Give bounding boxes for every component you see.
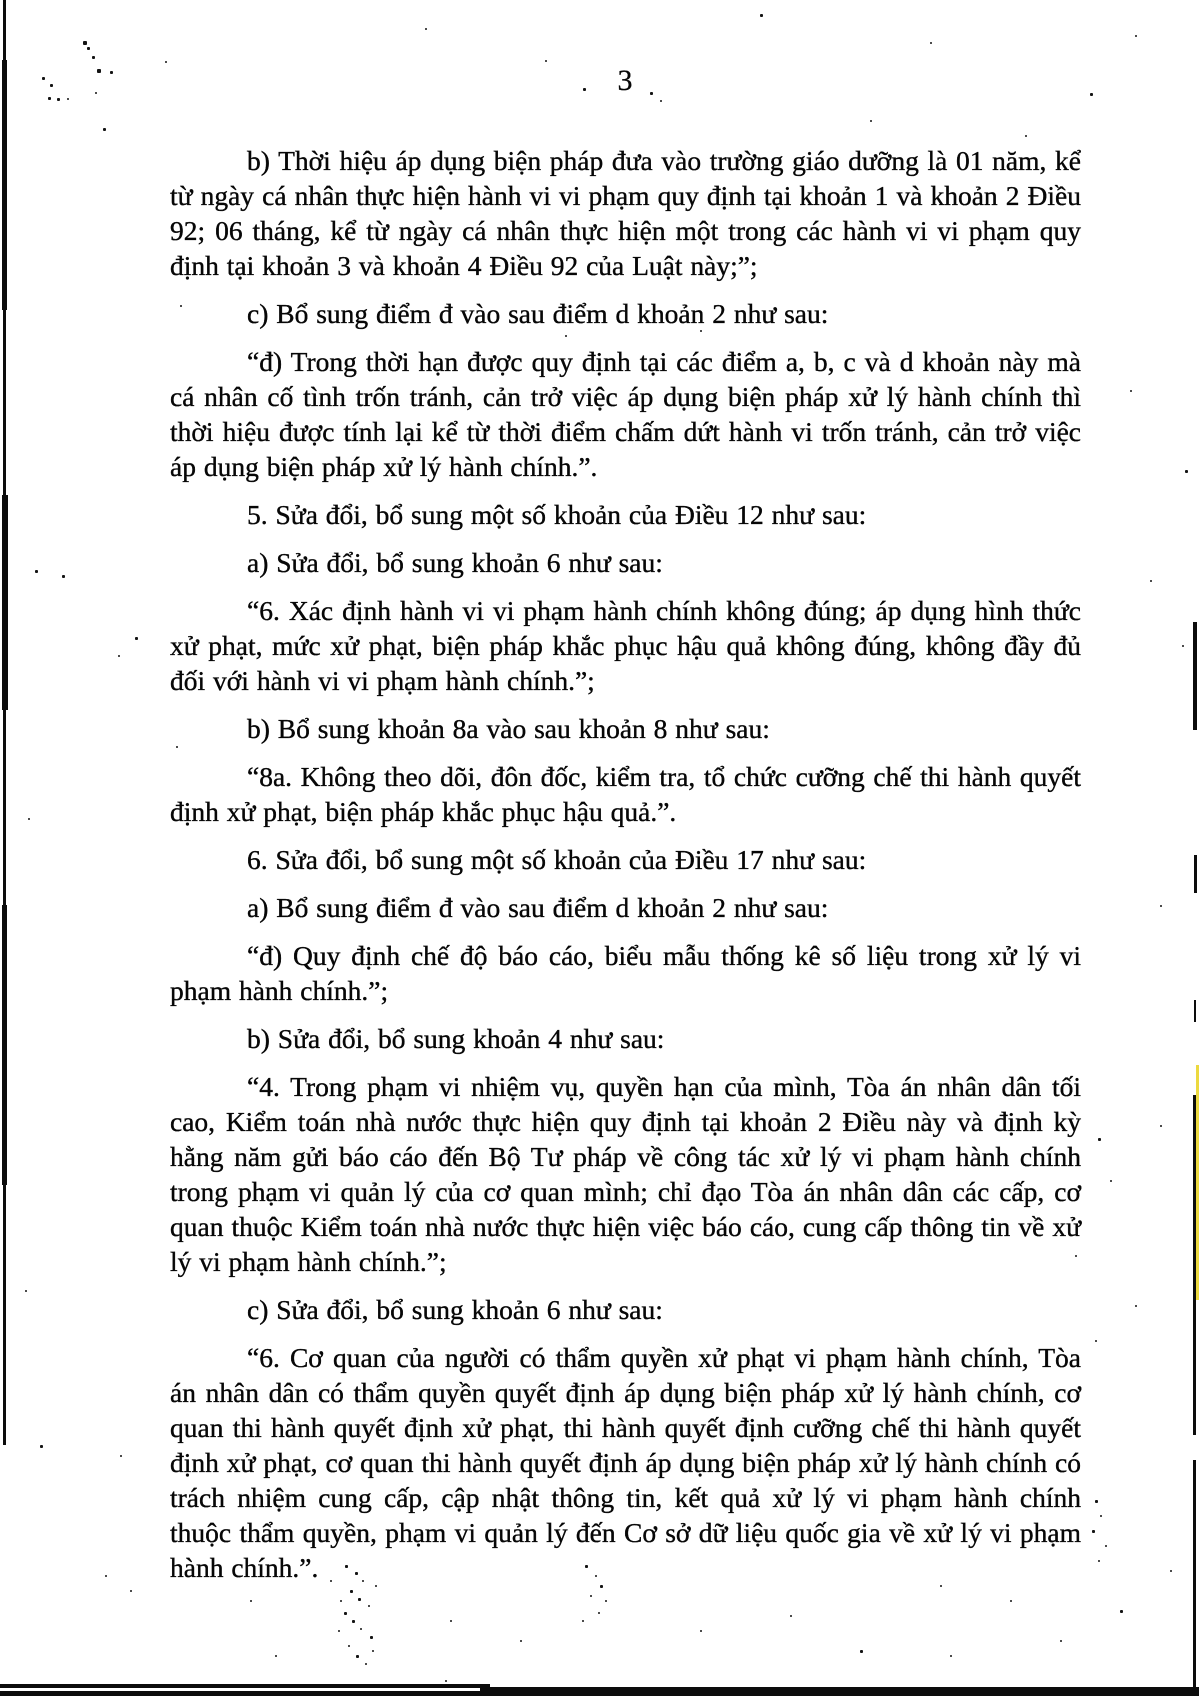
scan-speck [600,1585,603,1588]
document-paragraph: b) Bổ sung khoản 8a vào sau khoản 8 như sau: [247,713,770,744]
scan-speck [95,92,97,94]
scan-speck [1130,390,1132,392]
scan-speck [35,570,38,573]
scan-speck [28,818,30,820]
scan-speck [83,41,87,45]
scan-speck [565,335,567,337]
scan-speck [660,100,662,102]
scan-speck [583,88,586,91]
scan-speck [1170,1570,1172,1572]
scan-speck [57,98,60,101]
scan-speck [1160,1125,1162,1127]
scan-speck [585,1565,588,1568]
scan-speck [1110,1180,1112,1182]
scan-speck [1060,1640,1062,1642]
scan-speck [92,56,95,59]
document-paragraph: “đ) Quy định chế độ báo cáo, biểu mẫu thống kê số liệu trong xử lý vi phạm hành chính.”; [170,940,1081,1006]
scan-speck [105,1575,107,1577]
scan-speck [1182,645,1184,647]
scan-speck [1090,93,1093,96]
scan-speck [352,1620,355,1623]
scan-artifact-left-edge-line [2,905,7,1185]
scan-speck [1010,1600,1012,1602]
scan-speck [445,1680,447,1682]
document-paragraph: b) Thời hiệu áp dụng biện pháp đưa vào trường giáo dưỡng là 01 năm, kể từ ngày cá nhân thực hiện hành vi vi phạm quy định tại khoản 1 và khoản 2 Điều 92; 06 tháng, kể từ ngày cá nhân thực hiện một trong các hành vi vi phạm quy định tại khoản 3 và khoản 4 Điều 92 của Luật này;”; [170,145,1081,281]
scan-speck [275,1655,277,1657]
scan-speck [1092,1530,1095,1533]
document-paragraph: 6. Sửa đổi, bổ sung một số khoản của Điều 17 như sau: [247,844,867,875]
scan-speck [930,42,932,44]
scan-speck [1150,580,1152,582]
scan-speck [760,14,763,17]
scan-speck [176,746,178,748]
scan-speck [42,77,45,80]
scan-artifact-right-edge-line [1193,1460,1196,1696]
scan-speck [40,1445,43,1448]
document-paragraph: 5. Sửa đổi, bổ sung một số khoản của Điều 12 như sau: [247,499,867,530]
scan-artifact-right-edge-line [1193,1095,1196,1435]
page-number: 3 [617,64,634,97]
document-paragraph: c) Bổ sung điểm đ vào sau điểm d khoản 2 như sau: [247,298,829,329]
scan-speck [87,47,90,50]
scan-speck [344,1612,347,1615]
scan-speck [700,1630,702,1632]
scan-speck [870,120,872,122]
scan-speck [345,1565,348,1568]
document-paragraph: “8a. Không theo dõi, đôn đốc, kiểm tra, tổ chức cưỡng chế thi hành quyết định xử phạt, biện pháp khắc phục hậu quả.”. [170,761,1081,827]
scan-speck [1075,1255,1077,1257]
scan-speck [545,60,547,62]
scan-speck [425,28,427,30]
scan-speck [360,1628,362,1630]
scan-speck [348,1645,350,1647]
scan-speck [582,1620,584,1622]
scan-speck [356,1655,359,1658]
scan-speck [375,1585,377,1587]
document-paragraph: c) Sửa đổi, bổ sung khoản 6 như sau: [247,1294,663,1325]
scan-speck [355,1572,358,1575]
scan-speck [950,1655,952,1657]
scan-speck [1105,1545,1107,1547]
scan-speck [130,1590,132,1592]
document-body [170,143,1081,1598]
scan-speck [370,1636,373,1639]
scan-speck [118,655,120,657]
scan-speck [25,1290,27,1292]
scan-artifact-bottom-bar [0,1691,1199,1696]
scan-speck [595,1575,597,1577]
scan-speck [450,1620,452,1622]
scan-speck [1185,470,1188,473]
scan-artifact-right-edge-line [1193,622,1197,730]
scan-speck [1120,1610,1123,1613]
scan-speck [362,1580,364,1582]
scan-speck [1098,1138,1101,1141]
scan-speck [372,1650,374,1652]
scan-speck [110,71,113,74]
scan-speck [180,305,182,307]
scan-speck [605,1600,607,1602]
scan-speck [700,330,702,332]
scan-speck [358,1598,361,1601]
scan-artifact-right-edge-line [1194,855,1197,893]
scan-speck [67,98,69,100]
scan-speck [1135,35,1137,37]
scan-speck [860,1650,863,1653]
document-paragraph: “6. Xác định hành vi vi phạm hành chính không đúng; áp dụng hình thức xử phạt, mức xử phạt, biện pháp khắc phục hậu quả không đúng, không đầy đủ đối với hành vi vi phạm hành chính.”; [170,595,1081,696]
scan-speck [1135,1305,1137,1307]
scan-speck [940,1585,942,1587]
document-paragraph: a) Sửa đổi, bổ sung khoản 6 như sau: [247,547,663,578]
scan-speck [250,1600,252,1602]
scan-speck [340,1600,342,1602]
document-paragraph: “4. Trong phạm vi nhiệm vụ, quyền hạn của mình, Tòa án nhân dân tối cao, Kiểm toán nhà nước thực hiện quy định tại khoản 2 Điều này và định kỳ hằng năm gửi báo cáo đến Bộ Tư pháp về công tác xử lý vi phạm hành chính trong phạm vi quản lý của cơ quan mình; chỉ đạo Tòa án nhân dân các cấp, cơ quan thuộc Kiểm toán nhà nước thực hiện việc báo cáo, cung cấp thông tin về xử lý vi phạm hành chính.”; [170,1071,1081,1277]
scan-speck [62,575,65,578]
scan-speck [590,1595,592,1597]
scan-speck [330,1580,332,1582]
scan-speck [520,1640,522,1642]
scan-speck [1098,1560,1100,1562]
scan-speck [790,1615,792,1617]
scan-speck [650,92,653,95]
scan-speck [135,637,138,640]
scan-speck [165,61,167,63]
scan-speck [350,1590,353,1593]
scan-speck [368,1605,370,1607]
scan-speck [1160,905,1162,907]
scan-speck [1095,1500,1098,1503]
scan-speck [1095,1340,1097,1342]
scan-artifact-left-edge-line [2,60,7,310]
scan-artifact-right-edge-line [1194,1000,1196,1022]
document-paragraph: “6. Cơ quan của người có thẩm quyền xử phạt vi phạm hành chính, Tòa án nhân dân có thẩm quyền quyết định áp dụng biện pháp xử lý hành chính, cơ quan thi hành quyết định xử phạt, thi hành quyết định cưỡng chế thi hành quyết định xử phạt, cơ quan thi hành quyết định áp dụng biện pháp xử lý hành chính có trách nhiệm cung cấp, cập nhật thông tin, kết quả xử lý vi phạm hành chính thuộc thẩm quyền, phạm vi quản lý đến Cơ sở dữ liệu quốc gia về xử lý vi phạm hành chính.”. [170,1342,1081,1583]
scan-artifact-left-edge-line [2,495,8,710]
document-paragraph: b) Sửa đổi, bổ sung khoản 4 như sau: [247,1023,665,1054]
scan-artifact-bottom-bar [0,1684,490,1688]
scan-speck [598,1612,600,1614]
document-paragraph: a) Bổ sung điểm đ vào sau điểm d khoản 2 như sau: [247,892,829,923]
scan-speck [1025,135,1027,137]
scan-speck [50,84,53,87]
document-paragraph: “đ) Trong thời hạn được quy định tại các điểm a, b, c và d khoản này mà cá nhân cố tình trốn tránh, cản trở việc áp dụng biện pháp xử lý hành chính thì thời hiệu được tính lại kể từ thời điểm chấm dứt hành vi trốn tránh, cản trở việc áp dụng biện pháp xử lý hành chính.”. [170,346,1081,482]
scan-speck [365,1663,367,1665]
scan-speck [103,128,106,131]
scan-speck [120,1455,122,1457]
scan-speck [338,1630,340,1632]
scan-speck [1100,1515,1102,1517]
scan-speck [48,97,51,100]
scan-speck [97,69,101,73]
